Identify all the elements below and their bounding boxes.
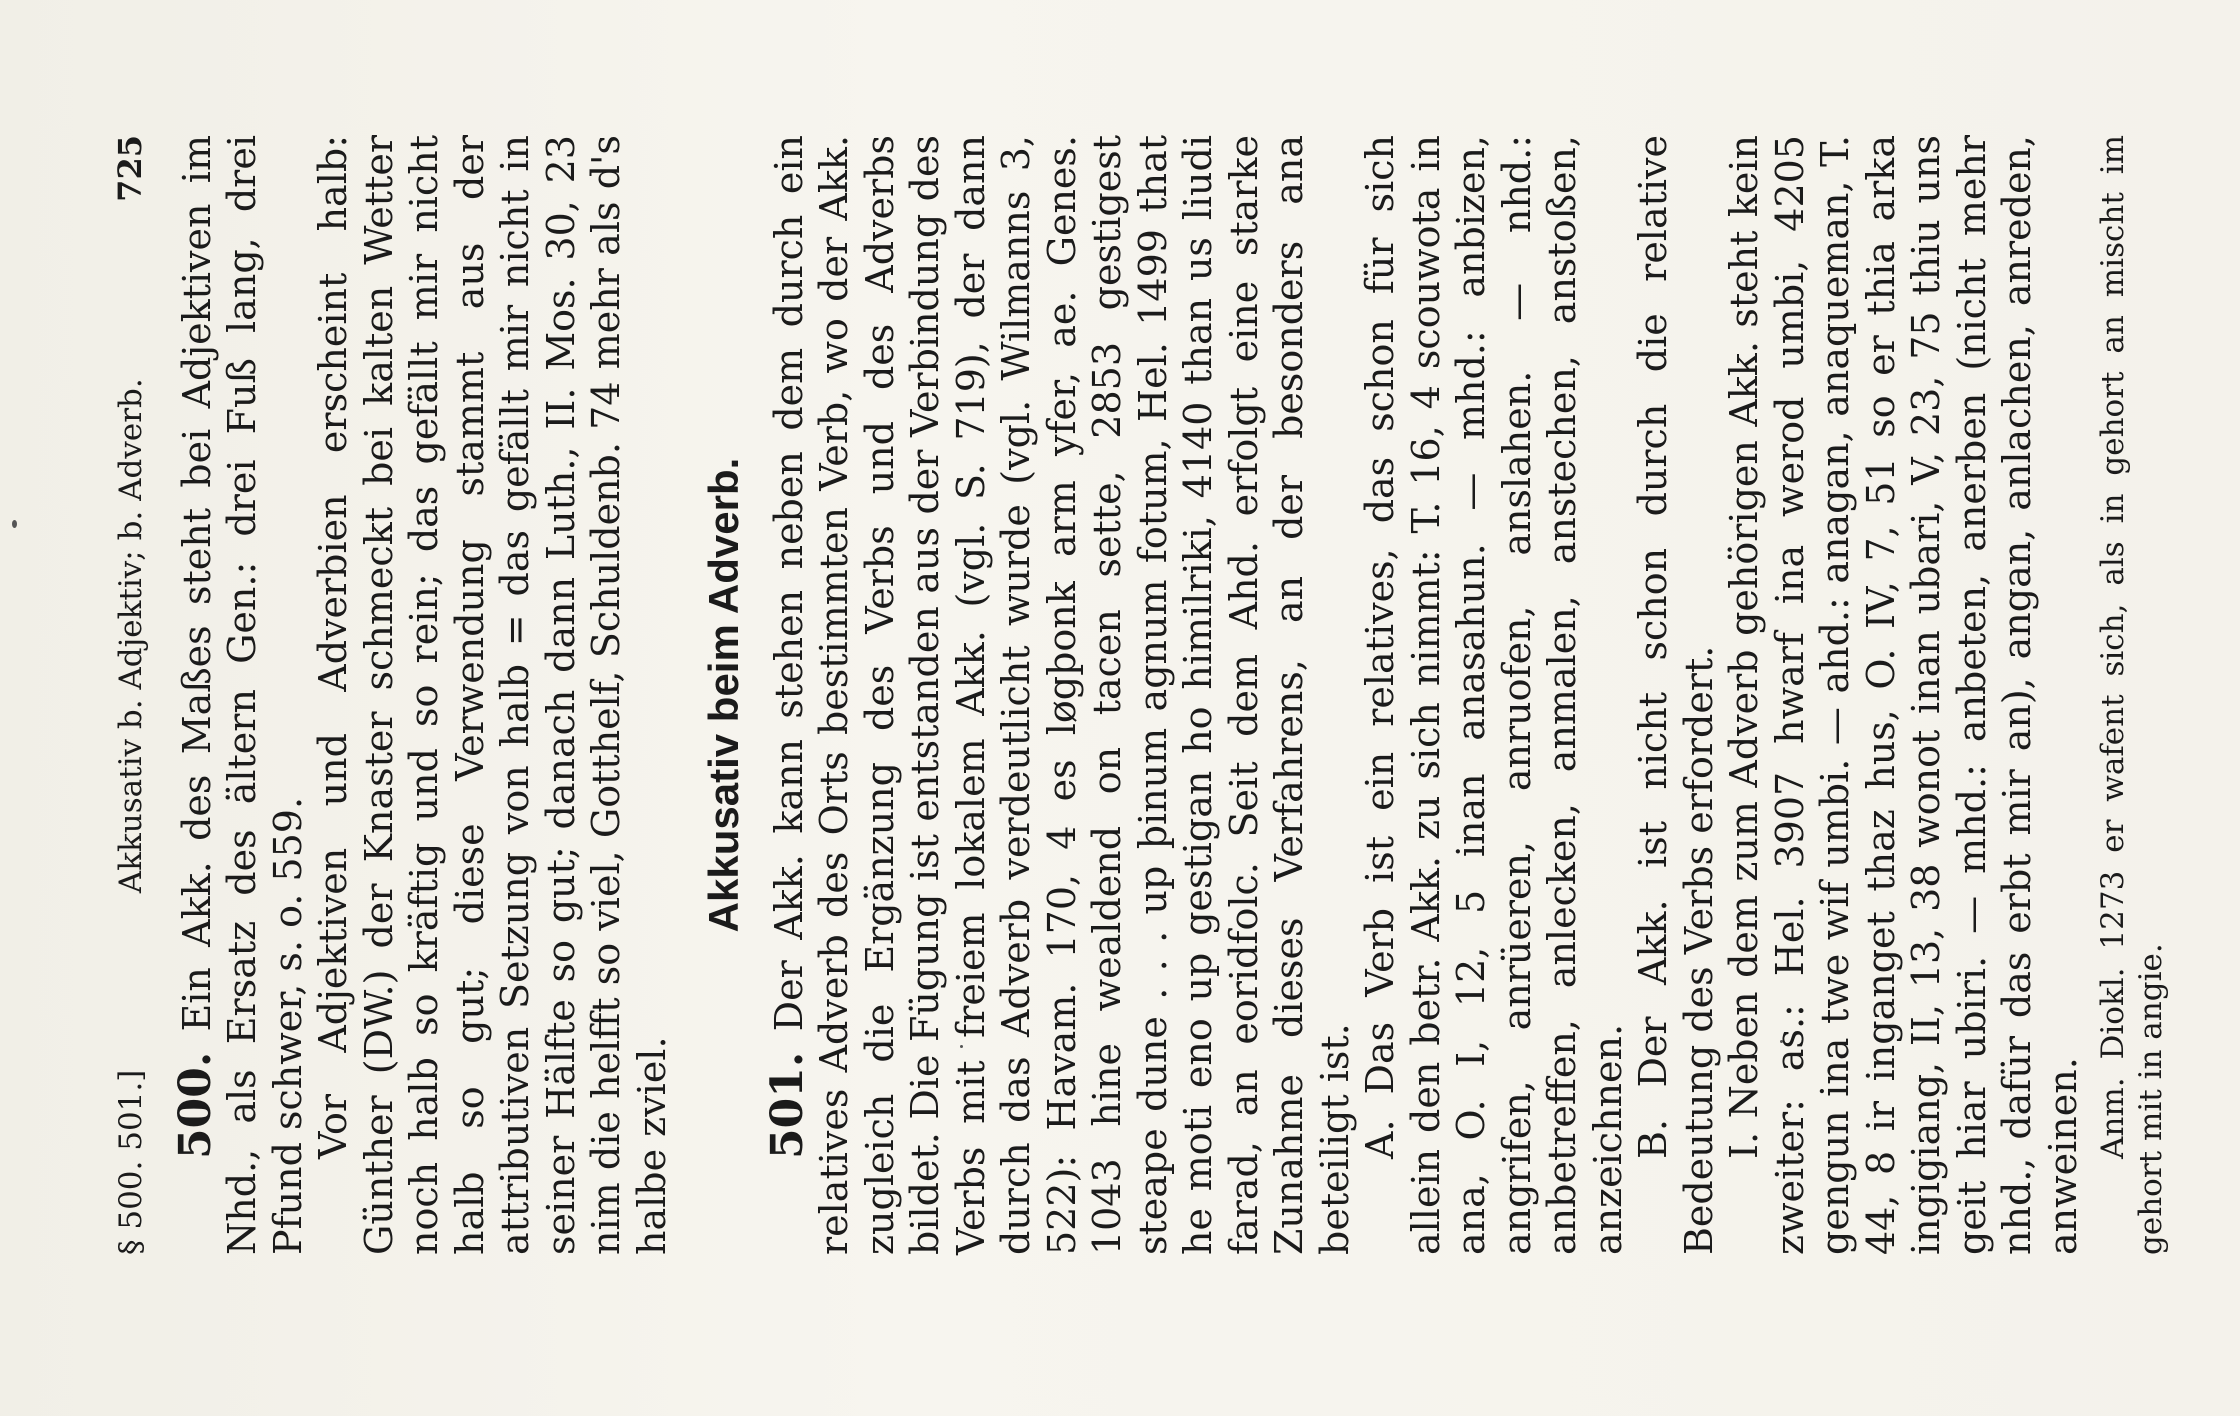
section-501-paragraph-b: B. Der Akk. ist nicht schon durch die relative Bedeutung des Verbs erfordert. xyxy=(1631,135,1721,1255)
section-501-paragraph-1 xyxy=(761,135,1359,1255)
section-range: § 500. 501.] xyxy=(113,1069,149,1255)
section-500-paragraph-1 xyxy=(169,135,312,1255)
section-501-text-1: Der Akk. kann stehen neben dem durch ein relatives Adverb des Orts bestimmten Verb, wo der Akk. zugleich die Ergänzung des Verbs und des Adverbs bildet. Die Fügung ist entstanden aus der Verbindung des Verbs mit freiem lokalem Akk. (vgl. S. 719), der dann durch das Adverb verdeutlicht wurde (vgl. Wilmanns 3, 522): Havam. 170, 4 es løgþonk arm yfer, ae. Genes. 1043 hine wealdend on tacen sette, 2853 gestigest steape dune . . . up þinum agnum fotum, Hel. 1499 that he moti eno up gestigan ho himilriki, 4140 than us liudi farad, an eoridfolc. Seit dem Ahd. erfolgt eine starke Zunahme dieses Verfahrens, an der besonders ana beteiligt ist. xyxy=(766,135,1357,1255)
section-number-500: 500. xyxy=(169,1051,221,1159)
section-500-text-1: Ein Akk. des Maßes steht bei Adjektiven im Nhd., als Ersatz des ältern Gen.: drei Fuß lang, drei Pfund schwer, s. o. 559. xyxy=(174,135,310,1255)
running-header xyxy=(108,135,155,1255)
footnote-anm: Anm. Diokl. 1273 er wafent sich, als in gehort an mischt im gehort mit in angie. xyxy=(2095,135,2169,1255)
dust-speck xyxy=(12,520,17,528)
running-title: Akkusativ b. Adjektiv; b. Adverb. xyxy=(113,378,149,894)
section-number-501: 501. xyxy=(761,1051,813,1159)
book-page xyxy=(100,135,2169,1255)
section-501-paragraph-a: A. Das Verb ist ein relatives, das schon für sich allein den betr. Akk. zu sich nimmt: T. 16, 4 scouwota in ana, O. I, 12, 5 inan anasahun. — mhd.: anbizen, angrifen, anrüeren, anruofen, anslahen. — nhd.: anbetreffen, anlecken, anmalen, anstechen, anstoßen, anzeichnen. xyxy=(1358,135,1630,1255)
section-heading: Akkusativ beim Adverb. xyxy=(700,457,747,933)
section-500-paragraph-2: Vor Adjektiven und Adverbien erscheint halb: Günther (DW.) der Knaster schmeckt bei kalten Wetter noch halb so kräftig und so rein; das gefällt mir nicht halb so gut; diese Verwendung stammt aus der attributiven Setzung von halb = das gefällt mir nicht in seiner Hälfte so gut; danach dann Luth., II. Mos. 30, 23 nim die helfft so viel, Gotthelf, Schuldenb. 74 mehr als d's halbe zviel. xyxy=(311,135,674,1255)
page-number: 725 xyxy=(111,135,149,202)
section-501-paragraph-i: I. Neben dem zum Adverb gehörigen Akk. steht kein zweiter: as.: Hel. 3907 hwarf ina werod umbi, 4205 gengun ina twe wif umbi. — ahd.: anagan, anaqueman, T. 44, 8 ir inganget thaz hus, O. IV, 7, 51 so er thia arka ingigiang, II, 13, 38 wonot inan ubari, V, 23, 75 thiu uns geit hiar ubiri. — mhd.: anbeten, anerben (nicht mehr nhd., dafür das erbt mir an), angan, anlachen, anreden, anweinen. xyxy=(1722,135,2085,1255)
